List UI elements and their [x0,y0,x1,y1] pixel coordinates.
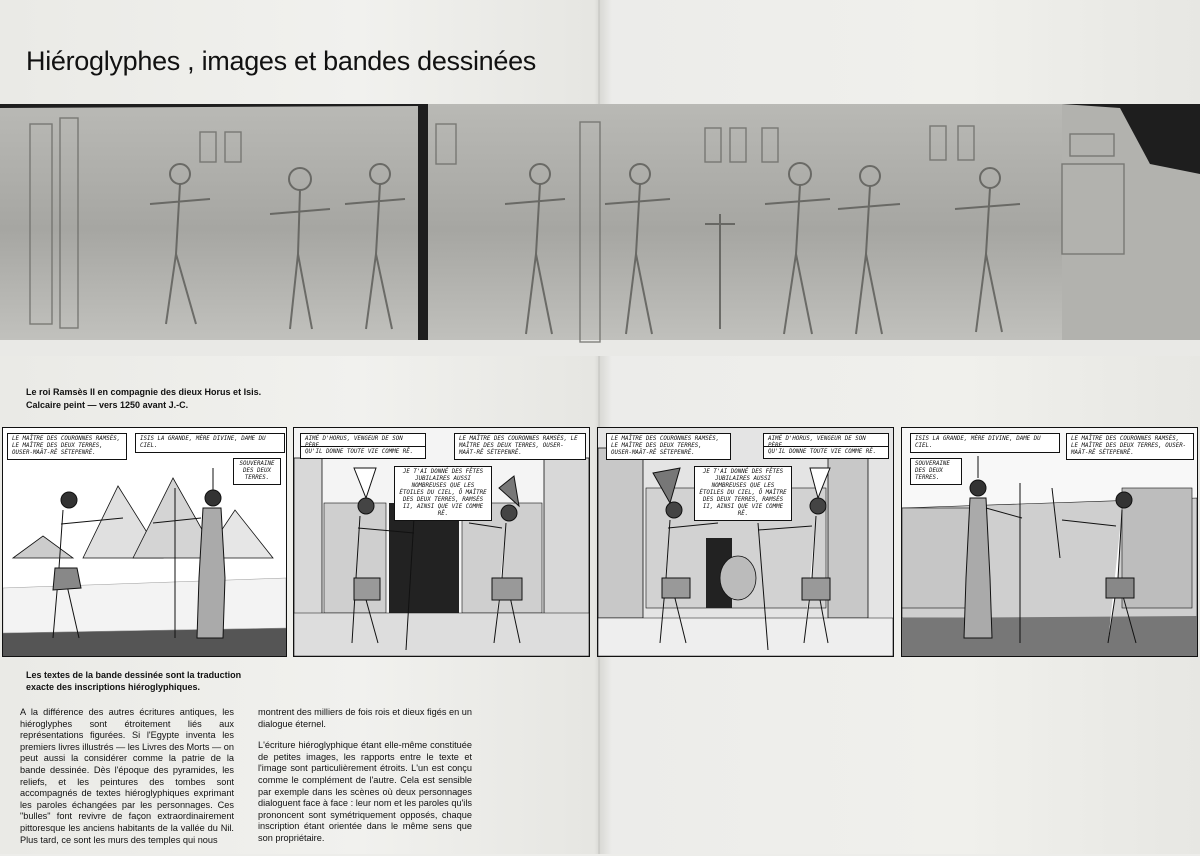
text-column-2 [258,707,472,855]
text-column-1-paragraph: A la différence des autres écritures antiques, les hiéroglyphes sont étroitement liés aux représentations figurées. Si l'Egypte inventa les premiers livres illustrés — les Livres des Morts — on peut aussi la considérer comme la patrie de la bande dessinée. Dès l'époque des pyramides, les reliefs, et les peintures des tombes sont accompagnés de textes hiéroglyphiques exprimant les paroles échangées par les personnages. Ces "bulles" font revivre de façon extraordinairement pittoresque les anciens habitants de la vallée du Nil. Plus tard, ce sont les murs des temples qui nous [20,707,234,845]
panel-3-bubble-3: QU'IL DONNE TOUTE VIE COMME RÊ. [763,446,889,459]
text-column-2-paragraph-1: montrent des milliers de fois rois et dieux figés en un dialogue éternel. [258,707,472,729]
text-column-2-paragraph-2: L'écriture hiéroglyphique étant elle-même constituée de petites images, les rapports entre le texte et l'image sont particulièrement étroits. L'un est conçu comme le complément de l'autre. Cela est sensible par exemple dans les scènes où deux personnages dialoguent face à face : leur nom et les paroles qu'ils prononcent sont symétriquement opposés, chaque inscription étant orientée dans le même sens que son propriétaire. [258,740,472,843]
panel-3-illustration [598,428,893,656]
relief-caption [26,386,261,412]
relief-caption-line2: Calcaire peint — vers 1250 avant J.-C. [26,400,189,410]
comic-caption: Les textes de la bande dessinée sont la traduction exacte des inscriptions hiéroglyphiques. [26,670,242,692]
panel-3-bubble-4: JE T'AI DONNÉ DES FÊTES JUBILAIRES AUSSI NOMBREUSES QUE LES ÉTOILES DU CIEL, Ô MAÎTRE DES DEUX TERRES, RAMSÈS II, AINSI QUE VIE COMME RÊ. [694,466,792,521]
comic-panel-2 [293,427,590,657]
panel-4-bubble-3: SOUVERAINE DES DEUX TERRES. [910,458,962,485]
panel-2-bubble-3: LE MAÎTRE DES COURONNES RAMSÈS, LE MAÎTRE DES DEUX TERRES, OUSER-MAÂT-RÊ SÉTEPENRÊ. [454,433,586,460]
panel-1-bubble-3: SOUVERAINE DES DEUX TERRES. [233,458,281,485]
panel-3-bubble-2: AIMÉ D'HORUS, VENGEUR DE SON [763,433,889,453]
text-column-1 [20,707,234,856]
relief-illustration [0,104,1200,356]
panel-1-bubble-1: LE MAÎTRE DES COURONNES RAMSÈS, LE MAÎTRE DES DEUX TERRES, OUSER-MAÂT-RÊ SÉTEPENRÊ. [7,433,127,460]
panel-4-bubble-2: LE MAÎTRE DES COURONNES RAMSÈS, LE MAÎTRE DES DEUX TERRES, OUSER-MAÂT-RÊ SÉTEPENRÊ. [1066,433,1194,460]
panel-3-bubble-1: LE MAÎTRE DES COURONNES RAMSÈS, LE MAÎTRE DES DEUX TERRES, OUSER-MAÂT-RÊ SÉTEPENRÊ. [606,433,731,460]
panel-4-bubble-1: ISIS LA GRANDE, MÈRE DIVINE, DAME DU CIEL. [910,433,1060,453]
relief-photo [0,104,1200,356]
panel-2-bubble-2: QU'IL DONNE TOUTE VIE COMME RÊ. [300,446,426,459]
comic-panel-4 [901,427,1198,657]
panel-1-bubble-2: ISIS LA GRANDE, MÈRE DIVINE, DAME DU CIEL. [135,433,285,453]
panel-2-bubble-1: AIMÉ D'HORUS, VENGEUR DE SON [300,433,426,453]
panel-2-bubble-4: JE T'AI DONNÉ DES FÊTES JUBILAIRES AUSSI NOMBREUSES QUE LES ÉTOILES DU CIEL, Ô MAÎTRE DES DEUX TERRES, RAMSÈS II, AINSI QUE VIE COMME RÊ. [394,466,492,521]
page-title: Hiéroglyphes , images et bandes dessinées [26,46,537,77]
comic-panel-1 [2,427,287,657]
relief-caption-line1: Le roi Ramsès II en compagnie des dieux Horus et Isis. [26,387,262,397]
comic-panel-3 [597,427,894,657]
panel-2-illustration [294,428,589,656]
